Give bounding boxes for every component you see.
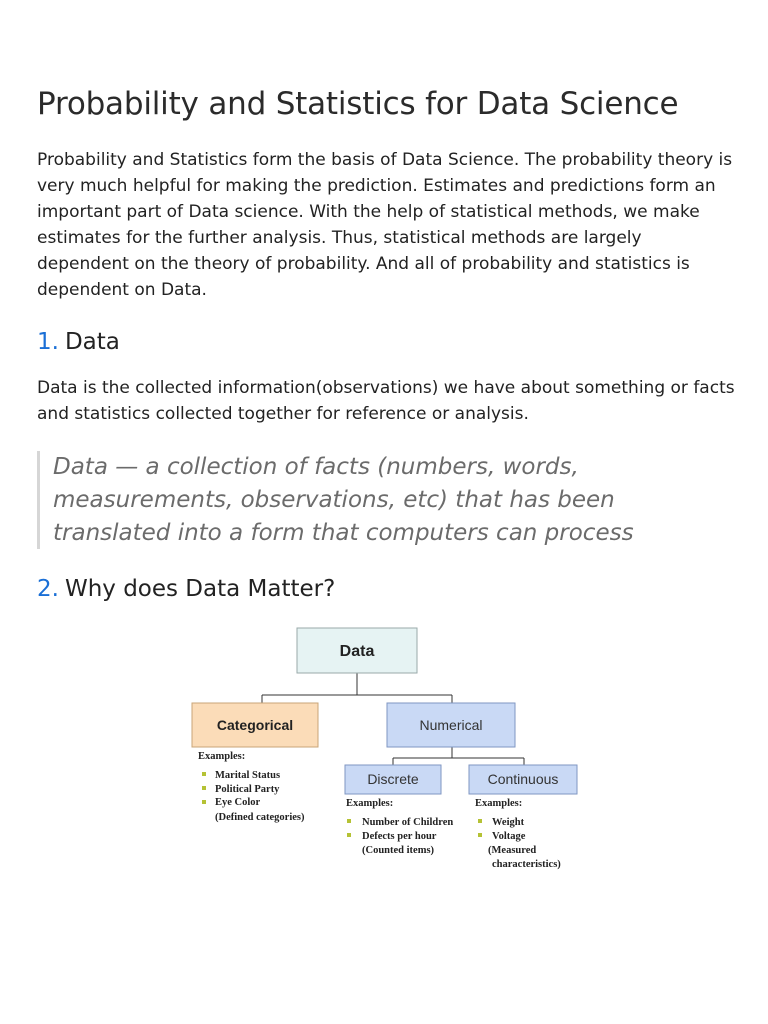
continuous-note-line2: characteristics) (492, 859, 561, 870)
continuous-examples-label: Examples: (475, 798, 523, 809)
bullet (202, 772, 206, 776)
continuous-node (469, 765, 577, 794)
bullet (347, 819, 351, 823)
categorical-example: Eye Color (215, 797, 261, 808)
section-heading-text: Why does Data Matter? (64, 576, 336, 602)
data-definition-paragraph: Data is the collected information(observations) we have about something or facts and statistics collected together for reference or analysis. (37, 378, 735, 424)
data-quote: Data — a collection of facts (numbers, words, measurements, observations, etc) that has been translated into a form that computers can process (37, 451, 697, 549)
categorical-examples-list (202, 770, 305, 823)
discrete-examples-list (347, 817, 453, 856)
categorical-examples-label: Examples: (198, 751, 246, 762)
discrete-example: Number of Children (362, 817, 454, 828)
categorical-note: (Defined categories) (215, 812, 305, 823)
continuous-note-line1: (Measured (488, 845, 537, 856)
bullet (202, 786, 206, 790)
section-heading-why-data-matters (37, 573, 737, 605)
bullet (478, 819, 482, 823)
numerical-node (387, 703, 515, 747)
bullet (202, 800, 206, 804)
continuous-example: Voltage (492, 831, 526, 842)
bullet (347, 833, 351, 837)
categorical-node (192, 703, 318, 747)
categorical-example: Political Party (215, 784, 280, 795)
root-node (297, 628, 417, 673)
data-types-diagram (190, 625, 590, 875)
discrete-example: Defects per hour (362, 831, 437, 842)
continuous-label: Continuous (487, 771, 559, 787)
continuous-example: Weight (492, 817, 525, 828)
section-heading-data (37, 326, 737, 358)
root-label: Data (339, 643, 375, 660)
categorical-label: Categorical (216, 717, 294, 733)
categorical-example: Marital Status (215, 770, 281, 781)
page-title: Probability and Statistics for Data Science (37, 86, 679, 122)
section-number: 1. (37, 329, 59, 355)
bullet (478, 833, 482, 837)
numerical-label: Numerical (419, 717, 483, 733)
intro-paragraph: Probability and Statistics form the basis of Data Science. The probability theory is very much helpful for making the prediction. Estimates and predictions form an important part of Data science. With the help of statistical methods, we make estimates for the further analysis. Thus, statistical methods are largely dependent on the theory of probability. And all of probability and statistics is dependent on Data. (37, 150, 733, 300)
section-heading-text: Data (64, 329, 120, 355)
continuous-examples-list (478, 817, 561, 870)
discrete-node (345, 765, 441, 794)
discrete-label: Discrete (367, 771, 419, 787)
discrete-examples-label: Examples: (346, 798, 394, 809)
discrete-note: (Counted items) (362, 845, 435, 856)
section-number: 2. (37, 576, 59, 602)
